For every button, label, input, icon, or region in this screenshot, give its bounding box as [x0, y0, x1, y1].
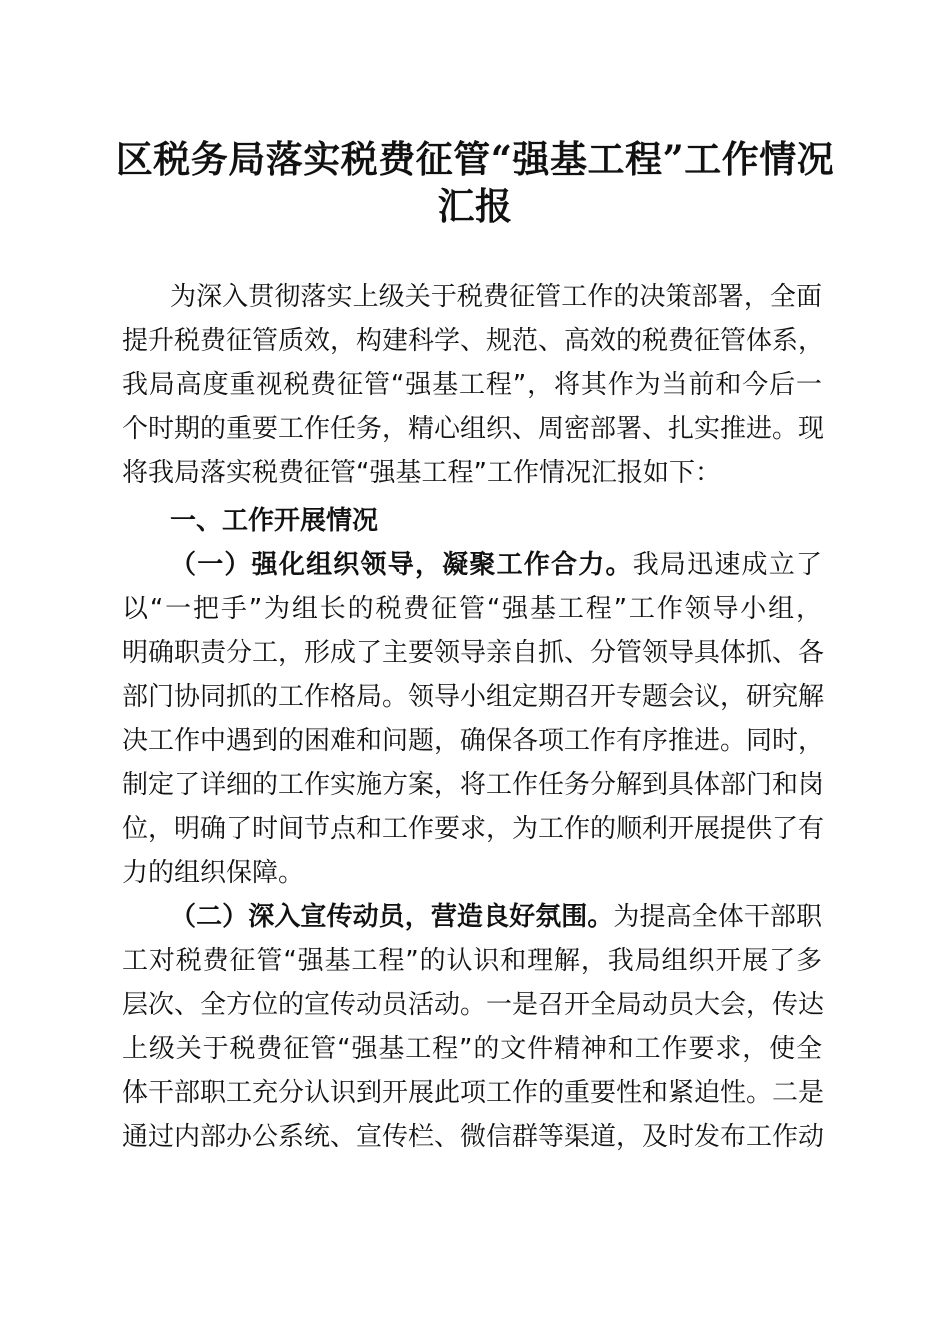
intro-line-5: 将我局落实税费征管“强基工程”工作情况汇报如下：: [122, 458, 721, 488]
para1-line-1: [170, 547, 822, 583]
para2-first-rest: 为提高全体干部职: [613, 902, 822, 932]
intro-line-2: 提升税费征管质效，构建科学、规范、高效的税费征管体系，: [122, 326, 825, 356]
para1-line-5: 决工作中遇到的困难和问题，确保各项工作有序推进。同时，: [122, 726, 825, 756]
para1-line-2: 以“一把手”为组长的税费征管“强基工程”工作领导小组，: [122, 594, 822, 624]
document-title-line-1: 区税务局落实税费征管“强基工程”工作情况: [115, 137, 835, 181]
para1-first-rest: 我局迅速成立了: [632, 550, 822, 580]
para1-line-7: 位，明确了时间节点和工作要求，为工作的顺利开展提供了有: [122, 814, 825, 844]
para1-line-3: 明确职责分工，形成了主要领导亲自抓、分管领导具体抓、各: [122, 638, 825, 668]
section-heading-1: 一、工作开展情况: [170, 506, 379, 536]
para2-line-4: 上级关于税费征管“强基工程”的文件精神和工作要求，使全: [122, 1034, 822, 1064]
para1-line-6: 制定了详细的工作实施方案，将工作任务分解到具体部门和岗: [122, 770, 825, 800]
document-title-line-2: 汇报: [437, 184, 513, 228]
para2-line-3: 层次、全方位的宣传动员活动。一是召开全局动员大会，传达: [122, 990, 825, 1020]
para1-line-8: 力的组织保障。: [122, 858, 305, 888]
intro-line-3: 我局高度重视税费征管“强基工程”，将其作为当前和今后一: [122, 370, 822, 400]
intro-line-4: 个时期的重要工作任务，精心组织、周密部署、扎实推进。现: [122, 414, 825, 444]
para1-lead: （一）强化组织领导，凝聚工作合力。: [170, 550, 633, 580]
para2-lead: （二）深入宣传动员，营造良好氛围。: [170, 902, 614, 932]
para2-line-6: 通过内部办公系统、宣传栏、微信群等渠道，及时发布工作动: [122, 1122, 825, 1152]
para1-line-4: 部门协同抓的工作格局。领导小组定期召开专题会议，研究解: [122, 682, 825, 712]
para2-line-2: 工对税费征管“强基工程”的认识和理解，我局组织开展了多: [122, 946, 822, 976]
para2-line-1: [170, 899, 822, 935]
para2-line-5: 体干部职工充分认识到开展此项工作的重要性和紧迫性。二是: [122, 1078, 825, 1108]
intro-line-1: 为深入贯彻落实上级关于税费征管工作的决策部署，全面: [170, 282, 822, 312]
